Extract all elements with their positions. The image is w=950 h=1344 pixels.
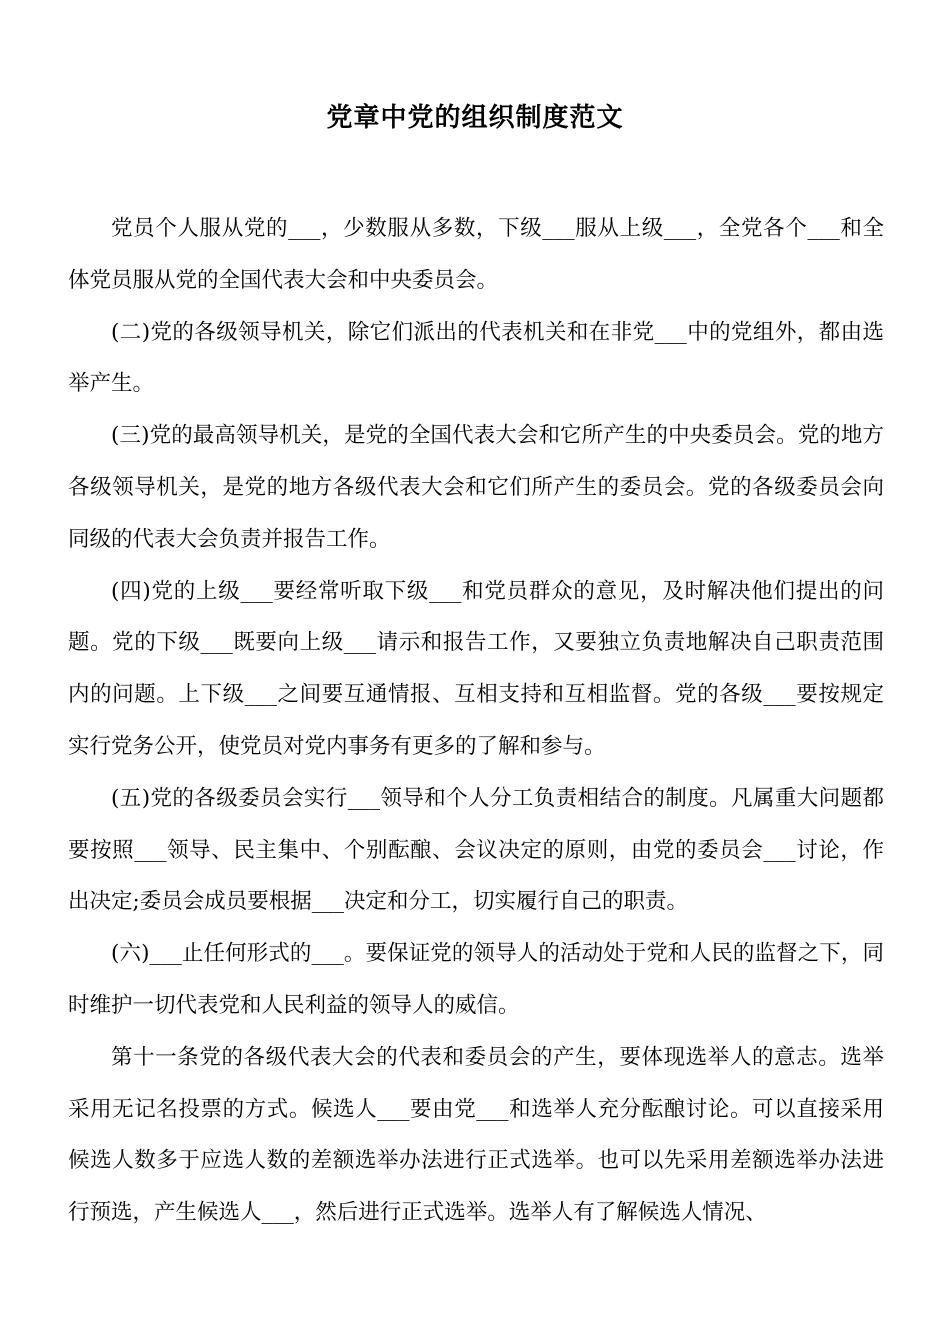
paragraph-7: 第十一条党的各级代表大会的代表和委员会的产生，要体现选举人的意志。选举采用无记名投票的方式。候选人___要由党___和选举人充分酝酿讨论。可以直接采用候选人数多于应选人数的差额选举办法进行正式选举。也可以先采用差额选举办法进行预选，产生候选人___，然后进行正式选举。选举人有了解候选人情况、 — [68, 1044, 884, 1226]
paragraph-3: (三)党的最高领导机关，是党的全国代表大会和它所产生的中央委员会。党的地方各级领导机关，是党的地方各级代表大会和它们所产生的委员会。党的各级委员会向同级的代表大会负责并报告工作。 — [68, 423, 884, 552]
paragraph-5: (五)党的各级委员会实行___领导和个人分工负责相结合的制度。凡属重大问题都要按照___领导、民主集中、个别酝酿、会议决定的原则，由党的委员会___讨论，作出决定;委员会成员要根据___决定和分工，切实履行自己的职责。 — [68, 785, 884, 915]
paragraph-1: 党员个人服从党的___，少数服从多数，下级___服从上级___，全党各个___和全体党员服从党的全国代表大会和中央委员会。 — [68, 216, 884, 293]
paragraph-2: (二)党的各级领导机关，除它们派出的代表机关和在非党___中的党组外，都由选举产生。 — [68, 319, 884, 397]
paragraph-4: (四)党的上级___要经常听取下级___和党员群众的意见，及时解决他们提出的问题。党的下级___既要向上级___请示和报告工作，又要独立负责地解决自己职责范围内的问题。上下级___之间要互通情报、互相支持和互相监督。党的各级___要按规定实行党务公开，使党员对党内事务有更多的了解和参与。 — [68, 578, 884, 759]
document-body — [68, 203, 884, 1239]
document-title: 党章中党的组织制度范文 — [326, 103, 624, 133]
paragraph-6: (六)___止任何形式的___。要保证党的领导人的活动处于党和人民的监督之下，同时维护一切代表党和人民利益的领导人的威信。 — [68, 941, 884, 1018]
